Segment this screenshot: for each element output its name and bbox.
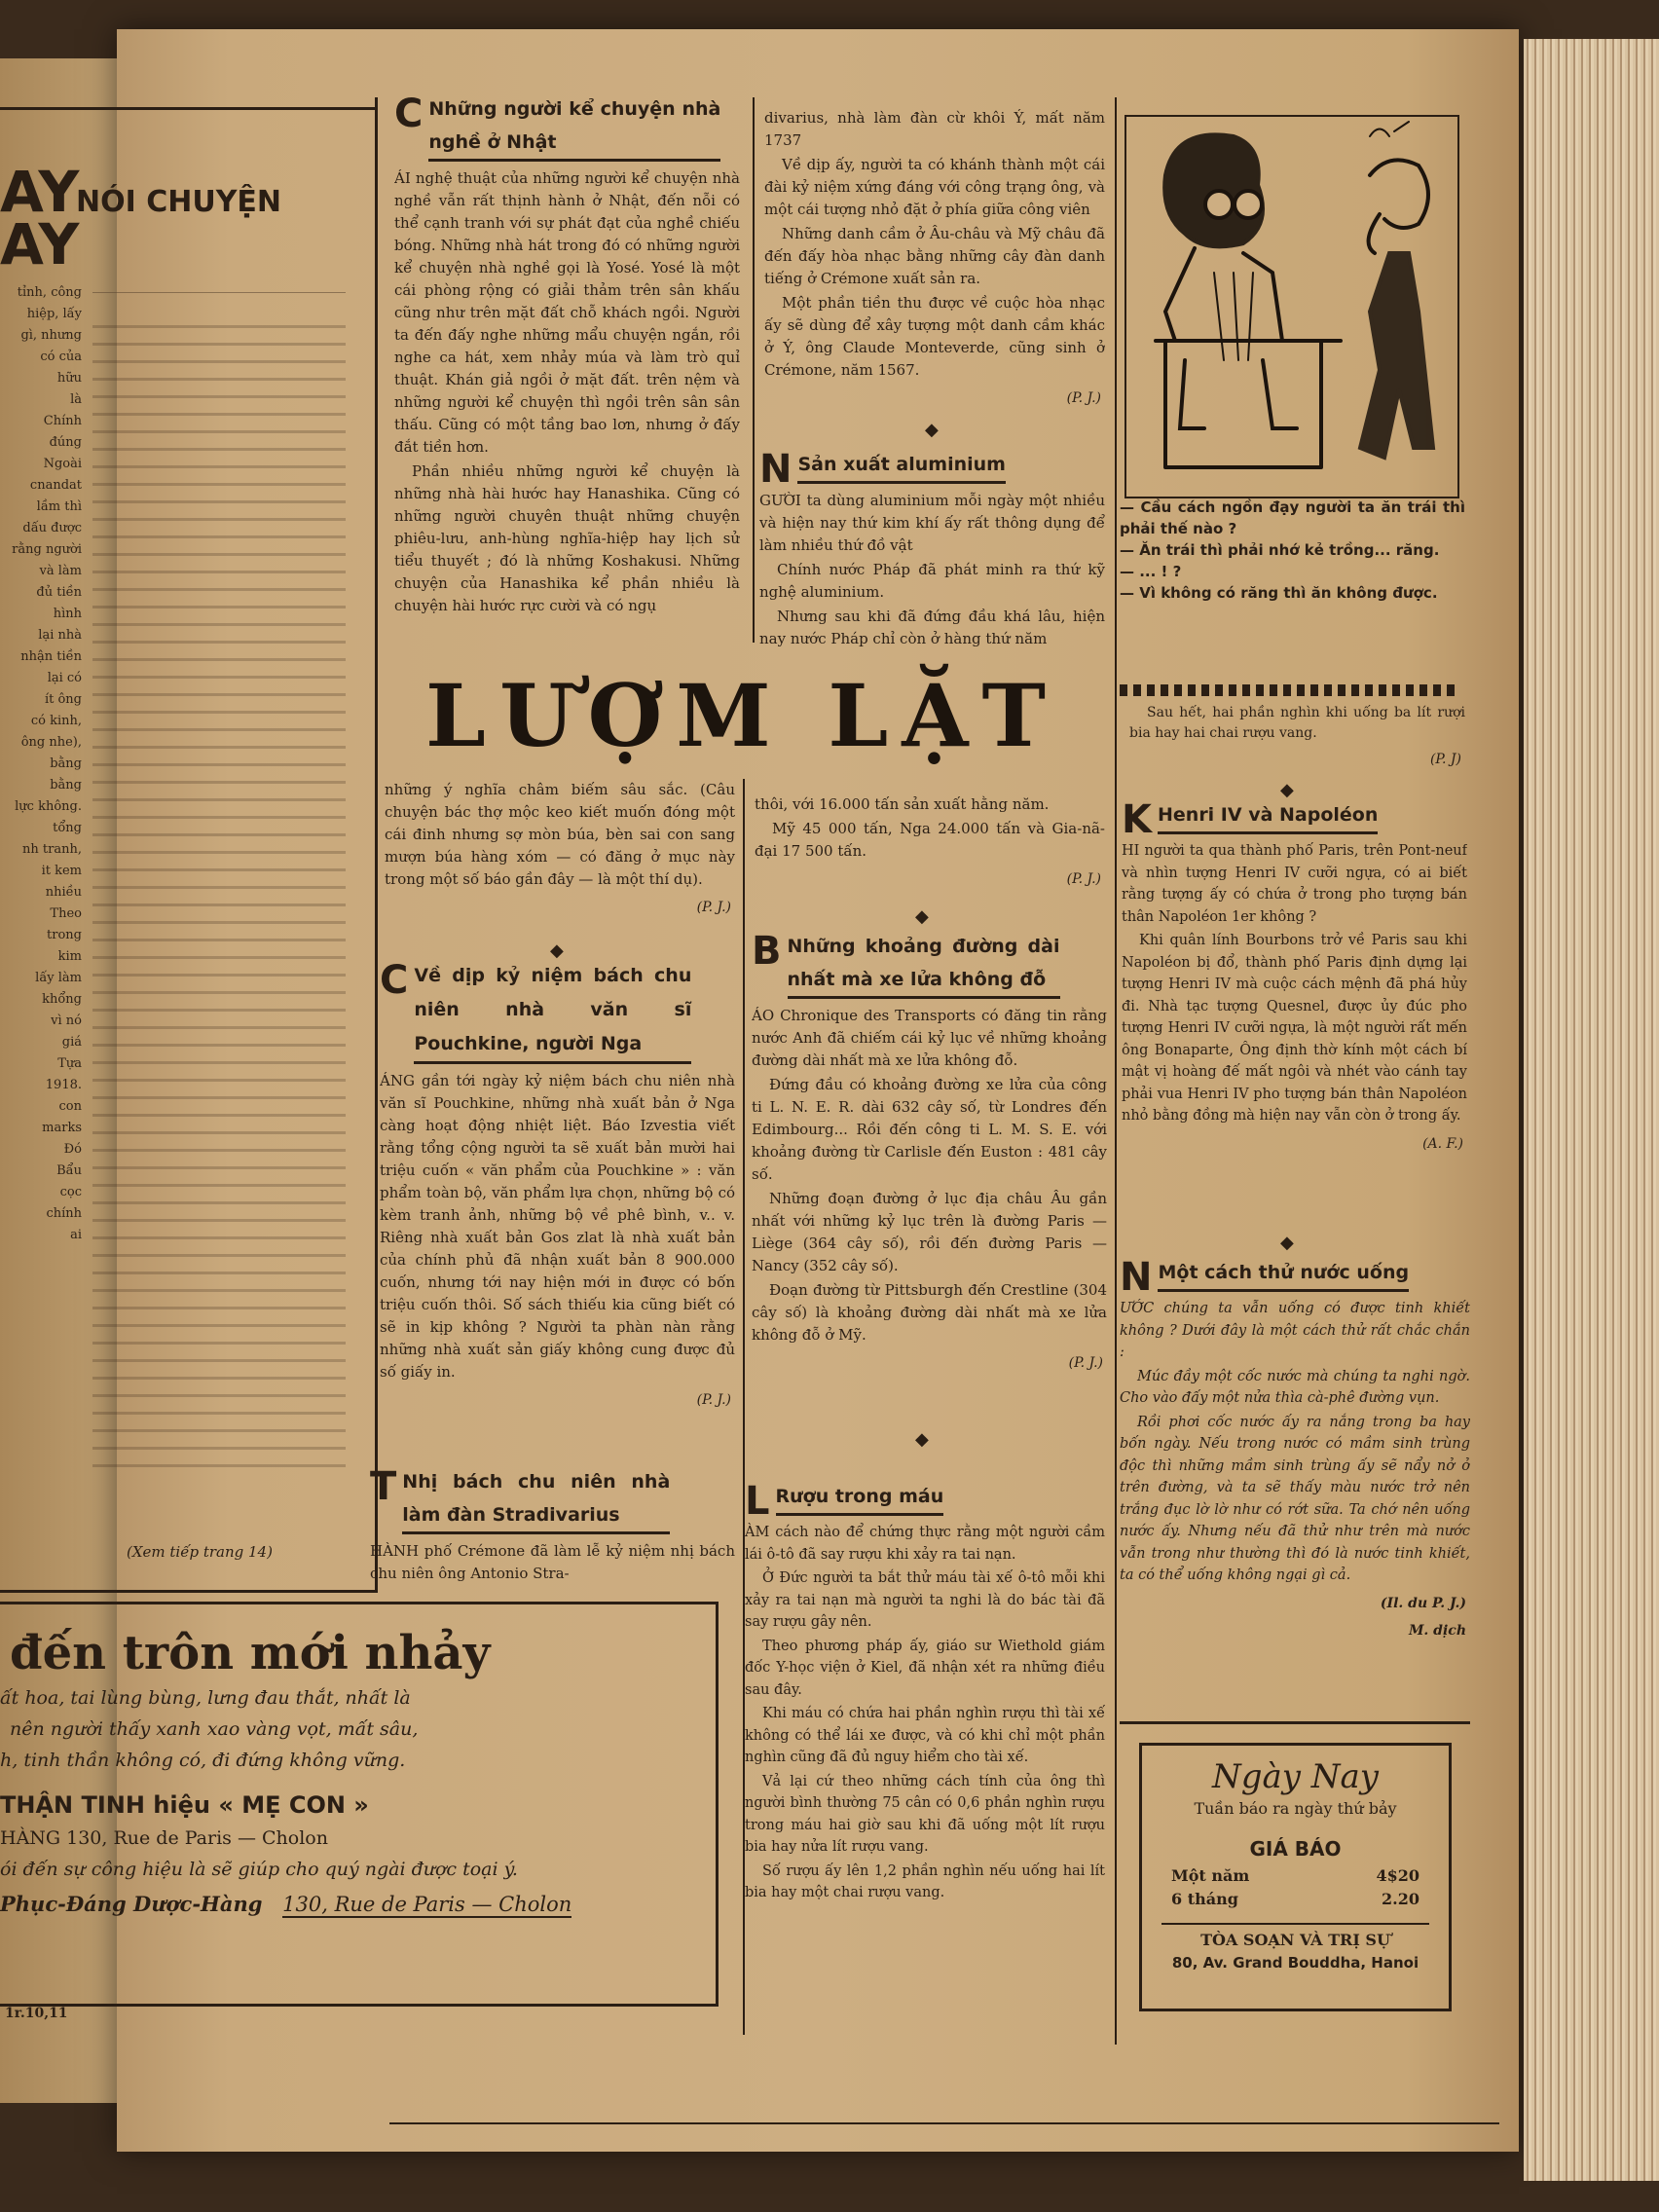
rule-col-1 [375, 97, 378, 643]
left-page-line: hữu [56, 371, 82, 386]
left-page-line: khổng [42, 992, 82, 1007]
left-page-line: Theo [50, 906, 82, 921]
aluminium-paragraph: GƯỜI ta dùng aluminium mỗi ngày một nhiều và hiện nay thứ kim khí ấy rất thông dụng để làm nhiều thứ đồ vật [759, 492, 1105, 554]
cartoon-caption-line: — Ăn trái thì phải nhớ kẻ trồng... răng. [1120, 541, 1440, 559]
blood-paragraph: Khi máu có chứa hai phần nghìn rượu thì tài xế không có thể lái xe được, và có khi chỉ một phần nghìn cũng đã đủ nguy hiểm cho tài xế. [745, 1706, 1105, 1765]
stradivarius-top-paragraph: divarius, nhà làm đàn cừ khôi Ý, mất năm 1737 [764, 109, 1105, 149]
blood-article [745, 1480, 1105, 2006]
left-page-line: có của [40, 350, 82, 364]
subscription-row-label: Một năm [1171, 1866, 1250, 1885]
left-page-line: Tựa [57, 1056, 82, 1071]
advert-box [0, 1602, 719, 2007]
aluminium-continuation-line: thôi, với 16.000 tấn sản xuất hằng năm. [755, 795, 1050, 813]
short-note-signature: (P. J) [1429, 752, 1461, 767]
bottom-rule [389, 2122, 1499, 2124]
railway-paragraph: Đứng đầu có khoảng đường xe lửa của công ti L. N. E. R. dài 632 cây số, từ Londres đến Edimbourg... Rồi đến công ti L. M. S. E. với khoảng đường từ Carlisle đến Euston : 481 cây số. [752, 1076, 1107, 1183]
left-page-number: 1r.10,11 [5, 2006, 68, 2021]
aluminium-continuation-line: Mỹ 45 000 tấn, Nga 24.000 tấn và Gia-nã-đại 17 500 tấn. [755, 820, 1105, 860]
left-page-line: nh tranh, [22, 842, 82, 857]
aluminium-title: Sản xuất aluminium [797, 448, 1005, 484]
stradivarius-top [764, 107, 1105, 438]
stradivarius-top-paragraph: Về dịp ấy, người ta có khánh thành một cái đài kỷ niệm xứng đáng với công trạng ông, và một cái tượng nhỏ đặt ở phía giữa công viên [764, 156, 1105, 218]
left-page-line: ông nhe), [20, 735, 82, 750]
cartoon-illustration [1126, 117, 1454, 493]
henri-signature: (A. F.) [1422, 1135, 1463, 1152]
aluminium-paragraph: Chính nước Pháp đã phát minh ra thứ kỹ nghệ aluminium. [759, 561, 1105, 601]
left-page-line: đúng [49, 435, 82, 450]
left-page-line: chính [46, 1206, 82, 1221]
left-page-line: marks [42, 1121, 82, 1135]
blood-paragraph: ÀM cách nào để chứng thực rằng một người cầm lái ô-tô đã say rượu khi xảy ra tai nạn. [745, 1525, 1105, 1563]
aluminium-article [759, 448, 1105, 662]
stradivarius-top-signature: (P. J.) [1066, 390, 1101, 406]
subscription-subtitle: Tuần báo ra ngày thứ bảy [1194, 1799, 1397, 1818]
left-page-line: đủ tiền [36, 585, 82, 600]
blood-paragraph: Số rượu ấy lên 1,2 phần nghìn nếu uống hai lít bia hay một chai rượu vang. [745, 1862, 1105, 1900]
railway-article [752, 930, 1107, 1465]
storytellers-article [394, 92, 740, 657]
railway-paragraph: Đoạn đường từ Pittsburgh đến Crestline (304 cây số) là khoảng đường dài nhất mà xe lửa không đỗ ở Mỹ. [752, 1281, 1107, 1344]
railway-signature: (P. J.) [1068, 1355, 1103, 1371]
railway-paragraph: ÁO Chronique des Transports có đăng tin rằng nước Anh đã chiếm cái kỷ lục về những khoảng đường dài nhất mà xe lửa không đỗ. [752, 1007, 1107, 1069]
water-translator: M. dịch [1408, 1623, 1466, 1639]
left-page-line: vì nó [51, 1014, 82, 1028]
short-note-text: Sau hết, hai phần nghìn khi uống ba lít rượi bia hay hai chai rượu vang. [1129, 705, 1465, 741]
advert-line: nên người thấy xanh xao vàng vọt, mất sâu, [10, 1718, 419, 1740]
left-page-line: và làm [39, 564, 82, 578]
water-paragraph: ƯỚC chúng ta vẫn uống có được tinh khiết không ? Dưới đây là một cách thử rất chắc chắn : [1120, 1301, 1470, 1360]
subscription-box [1139, 1743, 1452, 2011]
advert-seller-row [0, 1887, 716, 1922]
left-page-line: con [58, 1099, 82, 1114]
railway-title: Những khoảng đường dài nhất mà xe lửa không đỗ [788, 930, 1060, 999]
left-page-line: it kem [41, 864, 82, 878]
left-page-header [0, 159, 292, 277]
stradivarius-article [370, 1465, 735, 1602]
left-page-line: rằng người [12, 542, 82, 557]
wavy-rule [1120, 684, 1460, 696]
left-page-line: có kinh, [30, 714, 82, 728]
subscription-office-heading: TÒA SOẠN VÀ TRỊ SỰ [1200, 1931, 1390, 1949]
short-note [1129, 703, 1465, 776]
left-page-text [0, 282, 88, 1548]
advert-address-line: HÀNG 130, Rue de Paris — Cholon [0, 1827, 328, 1849]
stradivarius-top-paragraph: Một phần tiền thu được về cuộc hòa nhạc ấy sẽ dùng để xây tượng một danh cầm khác ở Ý, ông Claude Monteverde, cũng sinh ở Crémone, năm 1567. [764, 294, 1105, 379]
water-paragraph: Múc đầy một cốc nước mà chúng ta nghi ngờ. Cho vào đấy một nửa thìa cà-phê đường vụn. [1120, 1368, 1470, 1406]
subscription-row-price: 4$20 [1376, 1866, 1419, 1885]
storytellers-paragraph: ÁI nghệ thuật của những người kể chuyện nhà nghề vẫn rất thịnh hành ở Nhật, đến nỗi có thể cạnh tranh với sự phát đạt của nghề chiếu bóng. Những nhà hát trong đó có những người kể chuyện nhà nghề gọi là Yosé. Yosé là một cái phòng rộng có giải thảm trên sân khấu cũng như trên mặt đất chỗ khách ngồi. Người ta đến đấy nghe những mẩu chuyện ngắn, rồi nghe ca hát, xem nhảy múa và làm trò quỉ thuật. Khán giả ngồi ở mặt đất. trên nệm và những người kể chuyện thì ngồi trên sân sân thấu. Cũng có một tầng bao lơn, nhưng ở đấy đắt tiền hơn. [394, 169, 740, 456]
water-rule [1120, 1721, 1470, 1724]
left-page-line: bằng [50, 778, 82, 793]
left-page-line: hình [53, 607, 82, 621]
water-signature: (Il. du P. J.) [1380, 1595, 1466, 1611]
left-page-line: lại nhà [38, 628, 82, 643]
left-page-line: giá [61, 1035, 82, 1050]
stradivarius-paragraph: HÀNH phố Crémone đã làm lễ kỷ niệm nhị bách chu niên ông Antonio Stra- [370, 1542, 735, 1582]
stradivarius-title: Nhị bách chu niên nhà làm đàn Stradivarius [402, 1465, 670, 1534]
left-page-line: Bẩu [56, 1163, 82, 1178]
railway-dropcap: B [752, 930, 782, 974]
subscription-row [1142, 1864, 1449, 1888]
left-page-line: ít ông [44, 692, 82, 707]
subscription-title: Ngày Nay [1211, 1757, 1380, 1796]
aluminium-paragraph: Nhưng sau khi đã đứng đầu khá lâu, hiện nay nước Pháp chỉ còn ở hàng thứ năm [759, 608, 1105, 647]
left-page-line: là [70, 392, 82, 407]
stradivarius-dropcap: T [370, 1465, 397, 1509]
left-page-line: nhận tiền [20, 649, 82, 664]
aluminium-signature: (P. J.) [1066, 871, 1101, 887]
blood-paragraph: Vả lại cứ theo những cách tính của ông thì người bình thường 75 cân có 0,6 phần nghìn rượu trong máu hai giờ sau khi đã uống một lít rượu bia hay nửa lít rượu vang. [745, 1773, 1105, 1855]
advert-product: THẬN TINH hiệu « MẸ CON » [0, 1791, 369, 1819]
left-page-line: cnandat [29, 478, 82, 493]
advert-headline: đến trôn mới nhảy [10, 1626, 491, 1680]
left-continued: (Xem tiếp trang 14) [127, 1543, 273, 1561]
left-page-line: lại có [47, 671, 82, 685]
advert-line: h, tinh thần không có, đi đứng không vững. [0, 1750, 406, 1771]
pouchkine-dropcap: C [380, 959, 409, 1003]
left-page-line: dấu được [22, 521, 82, 535]
rule-col-3 [1115, 97, 1117, 2045]
henri-paragraph: Khi quân lính Bourbons trở về Paris sau khi Napoléon bị đổ, thành phố Paris định dựng lại tượng Henri IV mà cuộc cách mệnh đã phá hủy đi. Nhà tạc tượng Quesnel, được ủy đúc pho tượng Henri IV cưỡi ngựa, là một người rất mến ông Bonaparte, Ông định thờ kính một cách bí mật vị hoàng đế mất ngôi và nhét vào cánh tay phải vua Henri IV pho tượng bán thân Napoléon nhỏ bằng đồng mà hiện nay vẫn còn ở trong ấy. [1122, 933, 1467, 1124]
subscription-row [1142, 1888, 1449, 1911]
left-page-line: cọc [59, 1185, 82, 1199]
section-masthead: LƯỢM LẶT [425, 665, 1059, 766]
divider-diamond: ◆ [925, 420, 939, 440]
left-page-line: tỉnh, công [17, 285, 82, 300]
advert-claim: ói đến sự công hiệu là sẽ giúp cho quý ngài được toại ý. [0, 1859, 518, 1880]
divider-diamond: ◆ [1280, 780, 1294, 800]
advert-line: ất hoa, tai lùng bùng, lưng đau thắt, nhất là [0, 1687, 411, 1709]
advert-seller-address: 130, Rue de Paris — Cholon [282, 1893, 572, 1916]
storytellers-dropcap: C [394, 92, 424, 136]
left-header-3: NÓI CHUYỆN [76, 185, 282, 219]
left-page-line: kim [57, 949, 82, 964]
pouchkine-article [380, 959, 735, 1456]
storytellers-continuation [385, 779, 735, 944]
divider-diamond: ◆ [915, 906, 929, 927]
pouchkine-title: Về dịp kỷ niệm bách chu niên nhà văn sĩ Pouchkine, người Nga [414, 959, 691, 1064]
page-edges [1524, 39, 1659, 2181]
left-header-1: AY [0, 159, 80, 225]
left-page-line: gì, nhưng [20, 328, 82, 343]
blood-paragraph: Ở Đức người ta bắt thử máu tài xế ô-tô mỗi khi xảy ra tai nạn mà người ta nghi là do bác tài đã say rượu gây nên. [745, 1570, 1105, 1630]
cartoon-caption-line: — ... ! ? [1120, 563, 1182, 580]
henri-article [1122, 798, 1467, 1236]
aluminium-continuation [755, 793, 1105, 910]
storytellers-paragraph: Phần nhiều những người kể chuyện là những nhà hài hước hay Hanashika. Cũng có những người chuyên thuật những chuyện phiêu-lưu, anh-hùng nghĩa-hiệp hay lịch sử tiểu thuyết ; đó là những Koshakusi. Những chuyện của Hanashika kể phần nhiều là chuyện hài hước rực cười và có ngụ [394, 462, 740, 614]
henri-dropcap: K [1122, 798, 1152, 842]
subscription-address: 80, Av. Grand Bouddha, Hanoi [1171, 1954, 1419, 1972]
left-page-line: Ngoài [43, 457, 82, 471]
blood-dropcap: L [745, 1480, 770, 1524]
pouchkine-paragraph: ÁNG gần tới ngày kỷ niệm bách chu niên nhà văn sĩ Pouchkine, những nhà xuất bản ở Nga càng hoạt động nhiệt liệt. Báo Izvestia viết rằng tổng cộng người ta sẽ xuất bản mười hai triệu cuốn « văn phẩm của Pouchkine » : văn phẩm toàn bộ, văn phẩm lựa chọn, những bộ có kèm tranh ảnh, những bộ về phê bình, v.. v. Riêng nhà xuất bản Gos zlat là nhà xuất bản của chính phủ đã nhận xuất bản 8 900.000 cuốn, nhưng tới nay hiện mới in được có bốn triệu cuốn thôi. Số sách thiếu kia cũng biết có sẽ in kịp không ? Người ta phàn nàn rằng những nhà xuất sản giấy không cung được đủ số giấy in. [380, 1072, 735, 1381]
subscription-price-heading: GIÁ BÁO [1249, 1837, 1342, 1861]
storytellers-signature: (P. J.) [696, 900, 731, 915]
left-page-line: tổng [53, 821, 82, 835]
water-paragraph: Rồi phơi cốc nước ấy ra nắng trong ba hay bốn ngày. Nếu trong nước có mầm sinh trùng độc thì những mầm sinh trùng ấy sẽ nẩy nở ở trên đường, và ta sẽ thấy màu nước trở nên trắng đục lờ lờ như có rớt sữa. Ta chớ nên uống nước ấy. Nhưng nếu đã thử như trên mà nước vẫn trong như thường thì đó là nước tinh khiết, ta có thể uống không ngại gì cả. [1120, 1414, 1470, 1583]
left-page-line: Đó [63, 1142, 82, 1157]
blood-paragraph: Theo phương pháp ấy, giáo sư Wiethold giám đốc Y-học viện ở Kiel, đã nhận xét ra những điều sau đây. [745, 1638, 1105, 1698]
left-page-line: lấy làm [35, 971, 82, 985]
subscription-row-label: 6 tháng [1171, 1890, 1238, 1908]
subscription-row-price: 2.20 [1382, 1890, 1419, 1908]
left-header-2: AY [0, 211, 80, 277]
blood-title: Rượu trong máu [776, 1480, 944, 1516]
advert-seller: Phục-Đáng Dược-Hàng [0, 1892, 263, 1916]
left-page-text-2 [92, 292, 346, 1538]
water-article [1120, 1256, 1470, 1714]
left-page-line: 1918. [45, 1078, 82, 1092]
left-page-line: lực không. [15, 799, 82, 814]
left-page-line: Chính [43, 414, 82, 428]
water-dropcap: N [1120, 1256, 1153, 1300]
railway-paragraph: Những đoạn đường ở lục địa châu Âu gần nhất với những kỷ lục trên là đường Paris — Liège (364 cây số), rồi đến đường Paris — Nancy (352 cây số). [752, 1190, 1107, 1274]
divider-diamond: ◆ [915, 1429, 929, 1450]
henri-paragraph: HI người ta qua thành phố Paris, trên Pont-neuf và nhìn tượng Henri IV cưỡi ngựa, có ai biết rằng tượng ấy có chứa ở trong pho tượng bán thân Napoléon 1er không ? [1122, 843, 1467, 925]
left-page-line: bằng [50, 756, 82, 771]
divider-diamond: ◆ [1280, 1233, 1294, 1253]
left-page-line: trong [47, 928, 82, 942]
left-page-line: ai [70, 1228, 82, 1242]
rule-col-2 [753, 97, 755, 643]
cartoon-frame [1124, 115, 1459, 498]
cartoon-caption-line: — Vì không có răng thì ăn không được. [1120, 584, 1438, 602]
water-title: Một cách thử nước uống [1158, 1256, 1409, 1292]
henri-title: Henri IV và Napoléon [1158, 798, 1378, 834]
stradivarius-top-paragraph: Những danh cầm ở Âu-châu và Mỹ châu đã đến đấy hòa nhạc bằng những cây đàn danh tiếng ở Crémone xuất sản ra. [764, 225, 1105, 287]
left-page-line: nhiều [45, 885, 82, 900]
aluminium-dropcap: N [759, 448, 793, 492]
pouchkine-signature: (P. J.) [696, 1392, 731, 1408]
storytellers-continuation-text: những ý nghĩa châm biếm sâu sắc. (Câu chuyện bác thợ mộc keo kiết muốn đóng một cái đinh nhưng sợ mòn búa, bèn sai con sang mượn búa hàng xóm — có đăng ở mục này trong một số báo gần đây — là một thí dụ). [385, 781, 735, 888]
left-page-line: hiệp, lấy [26, 307, 82, 321]
cartoon-caption-line: — Cầu cách ngồn đạy người ta ăn trái thì phải thế nào ? [1120, 498, 1465, 537]
storytellers-title: Những người kể chuyện nhà nghề ở Nhật [428, 92, 720, 162]
divider-diamond: ◆ [550, 940, 564, 961]
left-page-line: lầm thì [36, 499, 82, 514]
cartoon-caption [1120, 497, 1465, 604]
